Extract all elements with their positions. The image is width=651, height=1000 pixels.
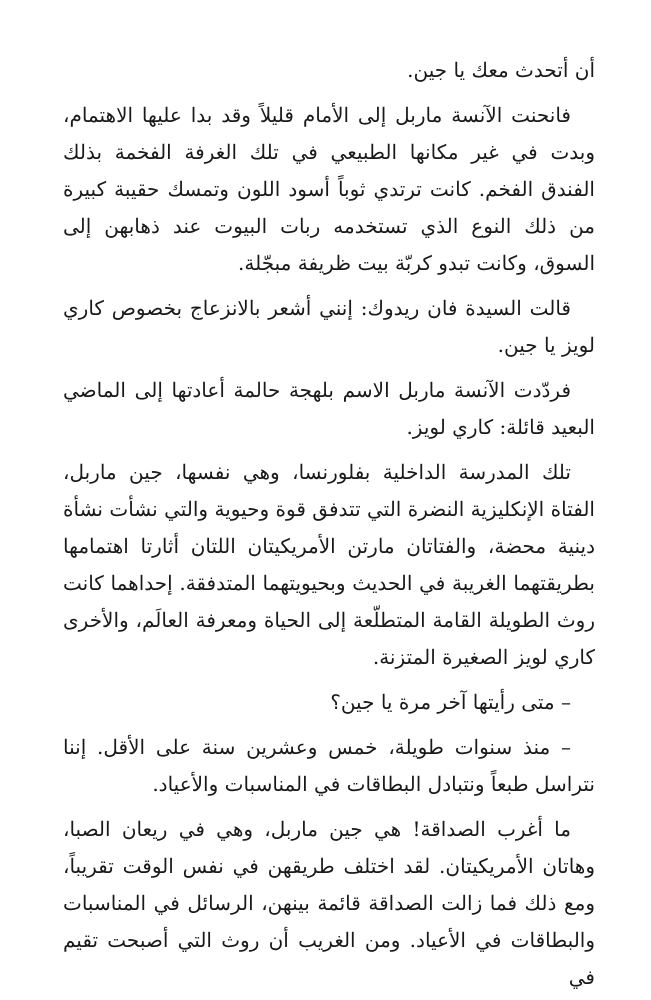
paragraph: ما أغرب الصداقة! هي جين ماربل، وهي في ريعان الصبا، وهاتان الأمريكيتان. لقد اختلف طريقهن في نفس الوقت تقريباً، ومع ذلك فما زالت الصداقة قائمة بينهن، الرسائل في المناسبات والبطاقات في الأعياد. ومن الغريب أن روث التي أصبحت تقيم في — [63, 817, 596, 989]
dialogue-line: – متى رأيتها آخر مرة يا جين؟ — [330, 690, 571, 714]
paragraph: قالت السيدة فان ريدوك: إنني أشعر بالانزعاج بخصوص كاري لويز يا جين. — [63, 296, 595, 357]
dialogue-line: – منذ سنوات طويلة، خمس وعشرين سنة على الأقل. إننا نتراسل طبعاً ونتبادل البطاقات في المناسبات والأعياد. — [63, 735, 595, 796]
page-text — [63, 52, 595, 996]
paragraph: فردّدت الآنسة ماربل الاسم بلهجة حالمة أعادتها إلى الماضي البعيد قائلة: كاري لويز. — [63, 378, 595, 439]
paragraph: أن أتحدث معك يا جين. — [407, 58, 595, 82]
paragraph: تلك المدرسة الداخلية بفلورنسا، وهي نفسها، جين ماربل، الفتاة الإنكليزية النضرة التي تتدفق قوة وحيوية والتي نشأت نشأة دينية محضة، والفتاتان مارتن الأمريكيتان اللتان أثارتا اهتمامها بطريقتهما الغريبة في الحديث وبحيويتهما المتدفقة. إحداهما كانت روث الطويلة القامة المتطلّعة إلى الحياة ومعرفة العالَم، والأخرى كاري لويز الصغيرة المتزنة. — [63, 460, 595, 669]
paragraph: فانحنت الآنسة ماربل إلى الأمام قليلاً وقد بدا عليها الاهتمام، وبدت في غير مكانها الطبيعي في تلك الغرفة الفخمة بذلك الفندق الفخم. كانت ترتدي ثوباً أسود اللون وتمسك حقيبة كبيرة من ذلك النوع الذي تستخدمه ربات البيوت عند ذهابهن إلى السوق، وكانت تبدو كربّة بيت ظريفة مبجّلة. — [63, 103, 595, 275]
